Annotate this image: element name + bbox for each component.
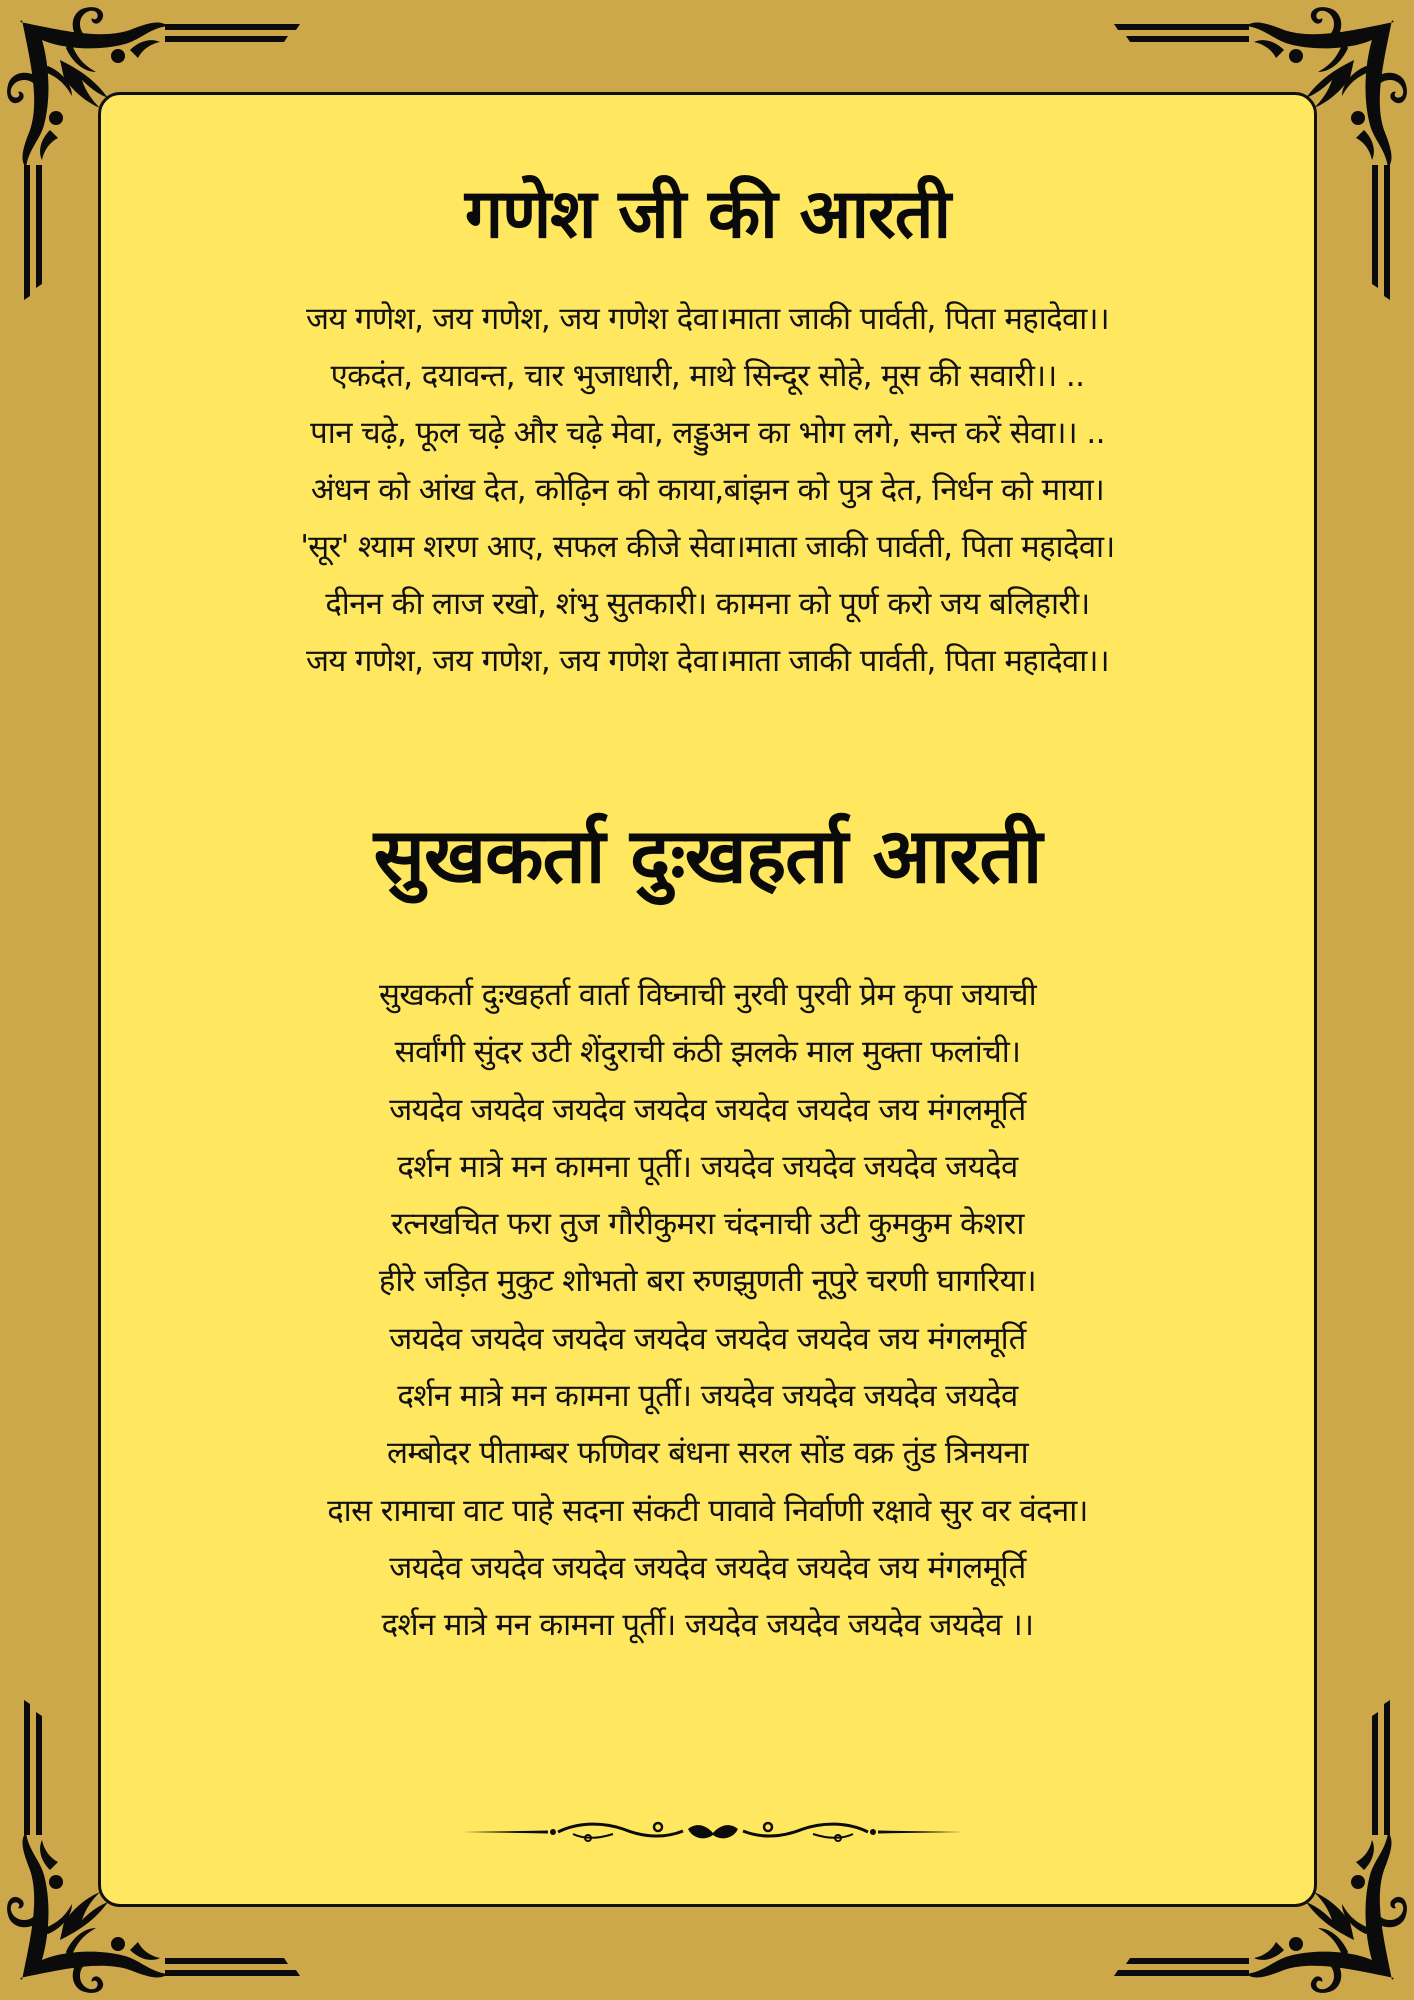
verse-line: पान चढ़े, फूल चढ़े और चढ़े मेवा, लड्डुअन का भोग लगे, सन्त करें सेवा।। ..	[310, 415, 1105, 451]
verse-line: दर्शन मात्रे मन कामना पूर्ती। जयदेव जयदेव जयदेव जयदेव	[397, 1378, 1018, 1415]
verse-line: सर्वांगी सुंदर उटी शेंदुराची कंठी झलके माल मुक्ता फलांची।	[394, 1034, 1021, 1071]
verse-line: 'सूर' श्याम शरण आए, सफल कीजे सेवा।माता जाकी पार्वती, पिता महादेवा।	[300, 529, 1115, 565]
section-title-sukhkarta-aarti: सुखकर्ता दुःखहर्ता आरती	[373, 811, 1042, 900]
verse-line: दास रामाचा वाट पाहे सदना संकटी पावावे निर्वाणी रक्षावे सुर वर वंदना।	[327, 1492, 1088, 1529]
verse-line: जयदेव जयदेव जयदेव जयदेव जयदेव जयदेव जय मंगलमूर्ति	[389, 1549, 1026, 1586]
verse-line: जय गणेश, जय गणेश, जय गणेश देवा।माता जाकी पार्वती, पिता महादेवा।।	[305, 301, 1110, 337]
verse-line: दीनन की लाज रखो, शंभु सुतकारी। कामना को पूर्ण करो जय बलिहारी।	[325, 586, 1090, 622]
flourish-divider-icon	[463, 1817, 963, 1847]
verse-ganesh-aarti	[101, 291, 1314, 690]
verse-line: अंधन को आंख देत, कोढ़िन को काया,बांझन को पुत्र देत, निर्धन को माया।	[310, 472, 1105, 508]
section-title-ganesh-aarti: गणेश जी की आरती	[464, 175, 951, 254]
verse-line: जय गणेश, जय गणेश, जय गणेश देवा।माता जाकी पार्वती, पिता महादेवा।।	[305, 643, 1110, 679]
verse-line: रत्नखचित फरा तुज गौरीकुमरा चंदनाची उटी कुमकुम केशरा	[391, 1206, 1024, 1243]
verse-line: एकदंत, दयावन्त, चार भुजाधारी, माथे सिन्दूर सोहे, मूस की सवारी।। ..	[330, 358, 1085, 394]
verse-sukhkarta-aarti	[101, 967, 1314, 1655]
verse-line: हीरे जड़ित मुकुट शोभतो बरा रुणझुणती नूपुरे चरणी घागरिया।	[378, 1263, 1037, 1300]
verse-line: दर्शन मात्रे मन कामना पूर्ती। जयदेव जयदेव जयदेव जयदेव ।।	[381, 1607, 1034, 1644]
verse-line: दर्शन मात्रे मन कामना पूर्ती। जयदेव जयदेव जयदेव जयदेव	[397, 1148, 1018, 1185]
verse-line: जयदेव जयदेव जयदेव जयदेव जयदेव जयदेव जय मंगलमूर्ति	[389, 1320, 1026, 1357]
verse-line: सुखकर्ता दुःखहर्ता वार्ता विघ्नाची नुरवी पुरवी प्रेम कृपा जयाची	[379, 977, 1036, 1013]
verse-line: जयदेव जयदेव जयदेव जयदेव जयदेव जयदेव जय मंगलमूर्ति	[389, 1091, 1026, 1128]
verse-line: लम्बोदर पीताम्बर फणिवर बंधना सरल सोंड वक्र तुंड त्रिनयना	[386, 1435, 1029, 1472]
aarti-panel	[98, 92, 1317, 1907]
